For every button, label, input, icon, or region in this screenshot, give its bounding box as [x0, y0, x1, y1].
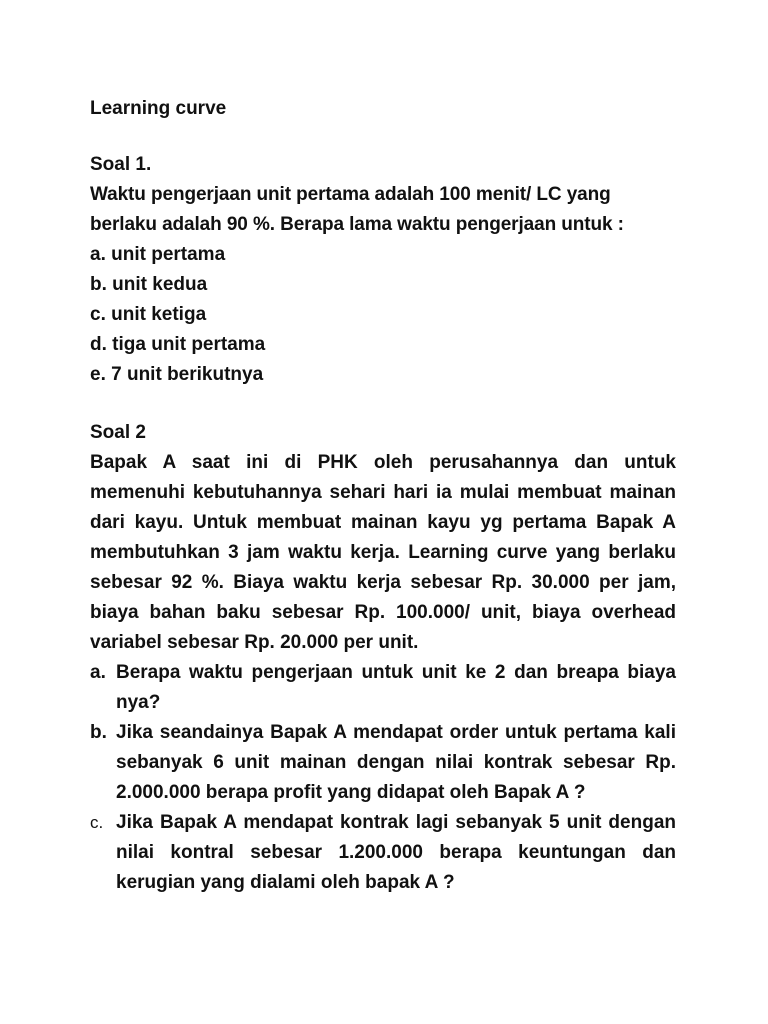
- soal1-items: [90, 240, 676, 390]
- question-text: Jika seandainya Bapak A mendapat order untuk pertama kali sebanyak 6 unit mainan dengan nilai kontrak sebesar Rp. 2.000.000 berapa profit yang didapat oleh Bapak A ?: [116, 722, 676, 803]
- question-marker: b.: [90, 722, 107, 743]
- soal1-item-d: d. tiga unit pertama: [90, 334, 266, 355]
- soal1-heading: Soal 1.: [90, 154, 152, 175]
- question-marker: c.: [90, 813, 104, 832]
- question-text: Jika Bapak A mendapat kontrak lagi sebanyak 5 unit dengan nilai kontral sebesar 1.200.000 berapa keuntungan dan kerugian yang dialami oleh bapak A ?: [116, 812, 676, 893]
- soal1-question: Waktu pengerjaan unit pertama adalah 100 menit/ LC yang berlaku adalah 90 %. Berapa lama waktu pengerjaan untuk :: [90, 184, 624, 235]
- soal1-item-e: e. 7 unit berikutnya: [90, 364, 264, 385]
- soal2-heading: Soal 2: [90, 422, 146, 443]
- soal1-item-b: b. unit kedua: [90, 274, 208, 295]
- soal1-item-c: c. unit ketiga: [90, 304, 207, 325]
- soal1-item-a: a. unit pertama: [90, 244, 226, 265]
- question-marker: a.: [90, 662, 106, 683]
- soal2-paragraph: Bapak A saat ini di PHK oleh perusahannya dan untuk memenuhi kebutuhannya sehari hari ia mulai membuat mainan dari kayu. Untuk membuat mainan kayu yg pertama Bapak A membutuhkan 3 jam waktu kerja. Learning curve yang berlaku sebesar 92 %. Biaya waktu kerja sebesar Rp. 30.000 per jam, biaya bahan baku sebesar Rp. 100.000/ unit, biaya overhead variabel sebesar Rp. 20.000 per unit.: [90, 452, 676, 653]
- soal2-questions: [90, 658, 676, 898]
- soal2-question-c: [90, 808, 676, 898]
- section-spacer: [90, 390, 676, 418]
- document-page: [90, 94, 676, 898]
- soal2-question-b: [90, 718, 676, 808]
- document-title: Learning curve: [90, 98, 227, 119]
- soal2-question-a: [90, 658, 676, 718]
- question-text: Berapa waktu pengerjaan untuk unit ke 2 dan breapa biaya nya?: [116, 662, 676, 713]
